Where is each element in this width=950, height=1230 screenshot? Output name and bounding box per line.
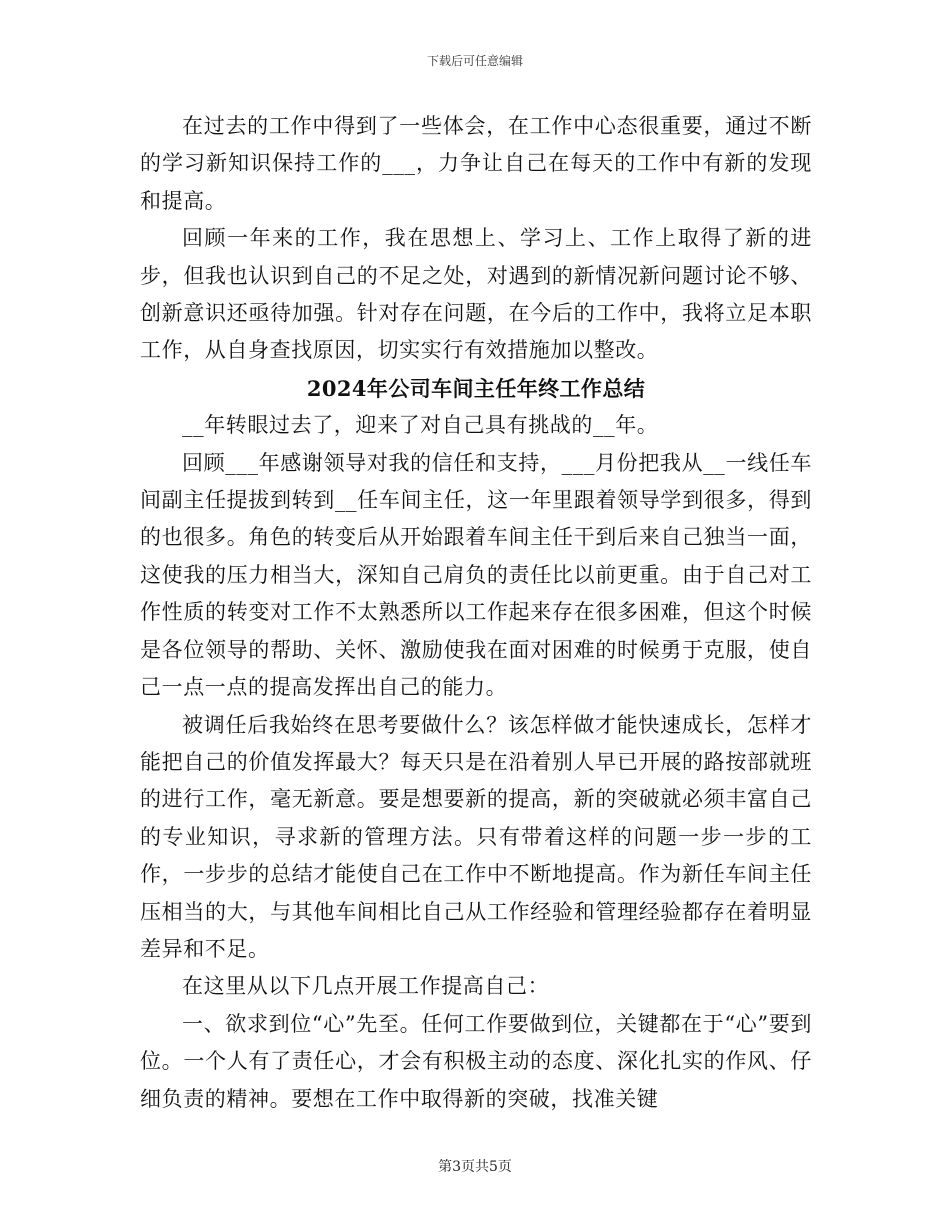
page-header-note: 下载后可任意编辑: [426, 54, 523, 68]
paragraph-point-one: 一、欲求到位“心”先至。任何工作要做到位，关键都在于“心”要到位。一个人有了责任心，才会有积极主动的态度、深化扎实的作风、仔细负责的精神。要想在工作中取得新的突破，找准关键: [140, 1011, 812, 1111]
document-body: [140, 108, 812, 1118]
paragraph-reflection: 在过去的工作中得到了一些体会，在工作中心态很重要，通过不断的学习新知识保持工作的___，力争让自己在每天的工作中有新的发现和提高。: [140, 114, 812, 213]
paragraph-promotion: 回顾___年感谢领导对我的信任和支持，___月份把我从__一线任车间副主任提拔到转到__任车间主任，这一年里跟着领导学到很多，得到的也很多。角色的转变后从开始跟着车间主任干到后来自己独当一面，这使我的压力相当大，深知自己肩负的责任比以前更重。由于自己对工作性质的转变对工作不太熟悉所以工作起来存在很多困难，但这个时候是各位领导的帮助、关怀、激励使我在面对困难的时候勇于克服，使自己一点一点的提高发挥出自己的能力。: [140, 450, 812, 700]
paragraph-year-review: 回顾一年来的工作，我在思想上、学习上、工作上取得了新的进步，但我也认识到自己的不足之处，对遇到的新情况新问题讨论不够、创新意识还亟待加强。针对存在问题，在今后的工作中，我将立足本职工作，从自身查找原因，切实实行有效措施加以整改。: [140, 226, 812, 363]
paragraph-points-intro: 在这里从以下几点开展工作提高自己：: [182, 974, 550, 999]
paragraph-intro: __年转眼过去了，迎来了对自己具有挑战的__年。: [182, 413, 659, 438]
section-title: 2024年公司车间主任年终工作总结: [306, 375, 646, 401]
paragraph-thinking: 被调任后我始终在思考要做什么？该怎样做才能快速成长，怎样才能把自己的价值发挥最大？每天只是在沿着别人早已开展的路按部就班的进行工作，毫无新意。要是想要新的提高，新的突破就必须丰富自己的专业知识，寻求新的管理方法。只有带着这样的问题一步一步的工作，一步步的总结才能使自己在工作中不断地提高。作为新任车间主任压相当的大，与其他车间相比自己从工作经验和管理经验都存在着明显差异和不足。: [140, 712, 812, 961]
page-number: 第3页共5页: [438, 1159, 512, 1175]
